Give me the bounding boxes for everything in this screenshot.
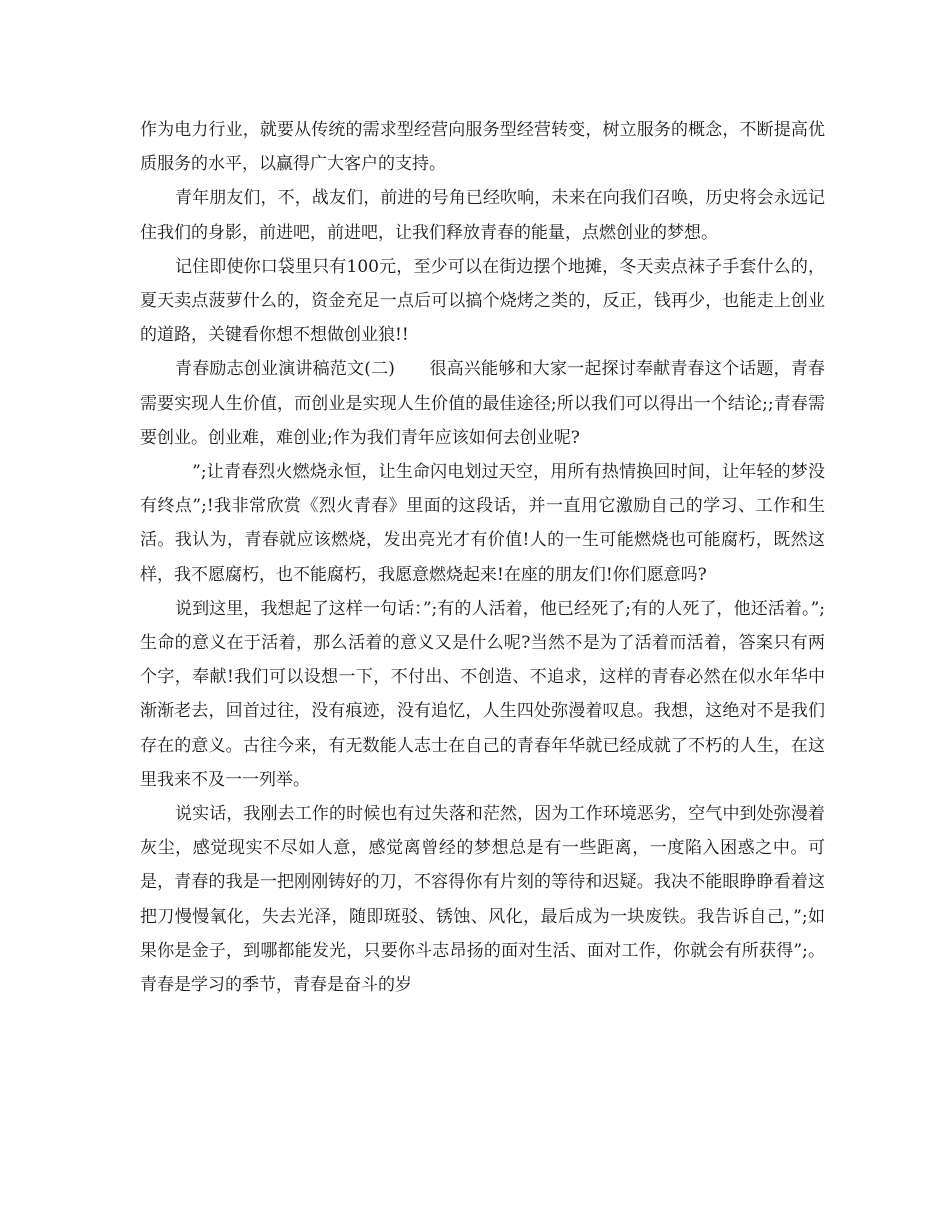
paragraph-6: 说到这里，我想起了这样一句话：”;有的人活着，他已经死了;有的人死了，他还活着。”;生命的意义在于活着，那么活着的意义又是什么呢?当然不是为了活着而活着，答案只有两个字，奉献!我们可以设想一下，不付出、不创造、不追求，这样的青春必然在似水年华中渐渐老去，回首过往，没有痕迹，没有追忆，人生四处弥漫着叹息。我想，这绝对不是我们存在的意义。古往今来，有无数能人志士在自己的青春年华就已经成就了不朽的人生，在这里我来不及一一列举。 bbox=[140, 598, 825, 790]
paragraph-2: 青年朋友们，不，战友们，前进的号角已经吹响，未来在向我们召唤，历史将会永远记住我们的身影，前进吧，前进吧，让我们释放青春的能量，点燃创业的梦想。 bbox=[140, 188, 825, 243]
document-page bbox=[140, 113, 825, 1002]
paragraph-1: 作为电力行业，就要从传统的需求型经营向服务型经营转变，树立服务的概念，不断提高优质服务的水平，以赢得广大客户的支持。 bbox=[140, 120, 825, 175]
paragraph-4: 青春励志创业演讲稿范文(二) 很高兴能够和大家一起探讨奉献青春这个话题，青春需要实现人生价值，而创业是实现人生价值的最佳途径;所以我们可以得出一个结论;;青春需要创业。创业难，难创业;作为我们青年应该如何去创业呢? bbox=[140, 359, 825, 448]
paragraph-7: 说实话，我刚去工作的时候也有过失落和茫然，因为工作环境恶劣，空气中到处弥漫着灰尘，感觉现实不尽如人意，感觉离曾经的梦想总是有一些距离，一度陷入困惑之中。可是，青春的我是一把刚刚铸好的刀，不容得你有片刻的等待和迟疑。我决不能眼睁睁看着这把刀慢慢氧化，失去光泽，随即斑驳、锈蚀、风化，最后成为一块废铁。我告诉自己，”;如果你是金子，到哪都能发光，只要你斗志昂扬的面对生活、面对工作，你就会有所获得”;。青春是学习的季节，青春是奋斗的岁 bbox=[140, 804, 825, 996]
paragraph-3: 记住即使你口袋里只有100元，至少可以在街边摆个地摊，冬天卖点袜子手套什么的，夏天卖点菠萝什么的，资金充足一点后可以搞个烧烤之类的，反正，钱再少，也能走上创业的道路，关键看你想不想做创业狼!! bbox=[140, 256, 825, 346]
paragraph-5: ”;让青春烈火燃烧永恒，让生命闪电划过天空，用所有热情换回时间，让年轻的梦没有终点”;!我非常欣赏《烈火青春》里面的这段话，并一直用它激励自己的学习、工作和生活。我认为，青春就应该燃烧，发出亮光才有价值!人的一生可能燃烧也可能腐朽，既然这样，我不愿腐朽，也不能腐朽，我愿意燃烧起来!在座的朋友们!你们愿意吗? bbox=[140, 462, 825, 585]
